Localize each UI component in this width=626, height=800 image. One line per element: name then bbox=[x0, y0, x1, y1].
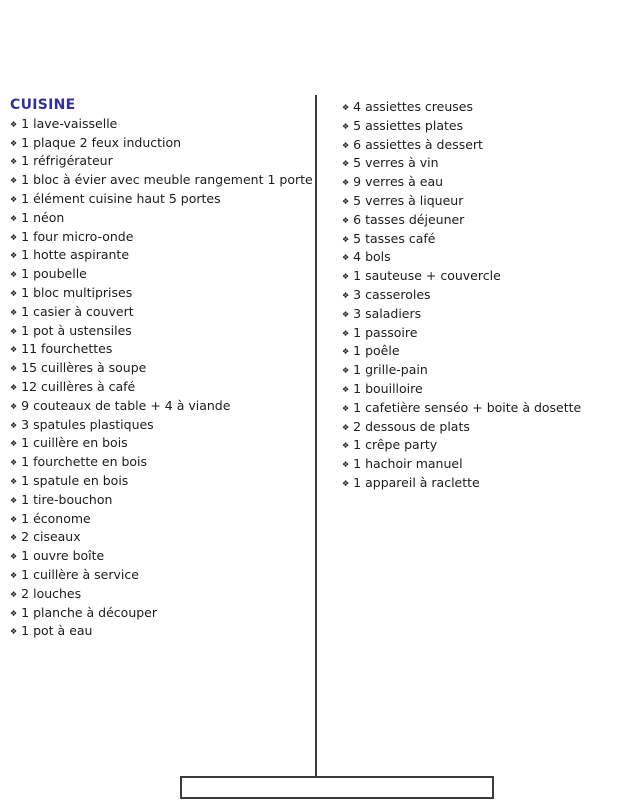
bullet-diamond-icon: ❖ bbox=[342, 121, 350, 131]
list-item bbox=[342, 436, 622, 455]
item-text: 5 tasses café bbox=[353, 230, 436, 246]
bullet-diamond-icon: ❖ bbox=[342, 347, 350, 357]
list-item bbox=[10, 472, 313, 491]
list-item bbox=[10, 416, 313, 435]
item-text: 5 verres à vin bbox=[353, 155, 439, 171]
item-text: 1 casier à couvert bbox=[21, 303, 134, 319]
item-text: 9 verres à eau bbox=[353, 174, 444, 190]
list-item bbox=[10, 322, 313, 341]
bullet-diamond-icon: ❖ bbox=[342, 460, 350, 470]
list-item bbox=[10, 265, 313, 284]
bullet-diamond-icon: ❖ bbox=[10, 514, 18, 524]
item-text: 1 planche à découper bbox=[21, 604, 158, 620]
item-text: 4 bols bbox=[353, 249, 391, 265]
item-text: 1 poêle bbox=[353, 343, 400, 359]
list-item bbox=[342, 361, 622, 380]
item-text: 1 bloc multiprises bbox=[21, 284, 133, 300]
list-item bbox=[342, 342, 622, 361]
bullet-diamond-icon: ❖ bbox=[10, 401, 18, 411]
item-text: 1 grille-pain bbox=[353, 362, 428, 378]
item-text: 1 néon bbox=[21, 209, 65, 225]
list-item bbox=[342, 267, 622, 286]
bullet-diamond-icon: ❖ bbox=[10, 176, 18, 186]
item-text: 1 ouvre boîte bbox=[21, 548, 105, 564]
item-text: 1 pot à eau bbox=[21, 623, 93, 639]
list-item bbox=[342, 230, 622, 249]
list-item bbox=[342, 286, 622, 305]
bullet-diamond-icon: ❖ bbox=[342, 140, 350, 150]
bullet-diamond-icon: ❖ bbox=[342, 403, 350, 413]
bullet-diamond-icon: ❖ bbox=[342, 478, 350, 488]
bullet-diamond-icon: ❖ bbox=[10, 476, 18, 486]
bullet-diamond-icon: ❖ bbox=[342, 441, 350, 451]
bullet-diamond-icon: ❖ bbox=[10, 232, 18, 242]
bullet-diamond-icon: ❖ bbox=[342, 272, 350, 282]
bullet-diamond-icon: ❖ bbox=[342, 384, 350, 394]
item-text: 1 hachoir manuel bbox=[353, 456, 463, 472]
list-item bbox=[342, 474, 622, 493]
list-item bbox=[10, 510, 313, 529]
bullet-diamond-icon: ❖ bbox=[10, 288, 18, 298]
list-item bbox=[10, 547, 313, 566]
item-text: 2 louches bbox=[21, 585, 82, 601]
bullet-diamond-icon: ❖ bbox=[10, 589, 18, 599]
list-item bbox=[342, 192, 622, 211]
bullet-diamond-icon: ❖ bbox=[10, 627, 18, 637]
list-item bbox=[342, 455, 622, 474]
left-column bbox=[10, 96, 313, 641]
bullet-diamond-icon: ❖ bbox=[10, 439, 18, 449]
item-text: 2 dessous de plats bbox=[353, 418, 470, 434]
item-text: 1 appareil à raclette bbox=[353, 474, 480, 490]
item-text: 1 bouilloire bbox=[353, 380, 423, 396]
bullet-diamond-icon: ❖ bbox=[342, 178, 350, 188]
item-text: 3 saladiers bbox=[353, 305, 422, 321]
bullet-diamond-icon: ❖ bbox=[10, 138, 18, 148]
bullet-diamond-icon: ❖ bbox=[342, 234, 350, 244]
item-text: 1 fourchette en bois bbox=[21, 454, 148, 470]
bullet-diamond-icon: ❖ bbox=[10, 270, 18, 280]
list-item bbox=[10, 378, 313, 397]
bullet-diamond-icon: ❖ bbox=[342, 328, 350, 338]
list-item bbox=[10, 303, 313, 322]
list-item bbox=[10, 190, 313, 209]
bullet-diamond-icon: ❖ bbox=[10, 495, 18, 505]
list-item bbox=[10, 115, 313, 134]
bullet-diamond-icon: ❖ bbox=[10, 420, 18, 430]
bullet-diamond-icon: ❖ bbox=[10, 307, 18, 317]
right-column bbox=[342, 98, 622, 493]
bullet-diamond-icon: ❖ bbox=[10, 533, 18, 543]
list-item bbox=[10, 228, 313, 247]
bullet-diamond-icon: ❖ bbox=[10, 194, 18, 204]
list-item bbox=[10, 209, 313, 228]
bullet-diamond-icon: ❖ bbox=[342, 103, 350, 112]
left-item-group-2 bbox=[10, 303, 313, 641]
item-text: 15 cuillères à soupe bbox=[21, 360, 147, 376]
bullet-diamond-icon: ❖ bbox=[10, 570, 18, 580]
list-item bbox=[342, 324, 622, 343]
item-text: 1 tire-bouchon bbox=[21, 491, 113, 507]
item-text: 11 fourchettes bbox=[21, 341, 113, 357]
bullet-diamond-icon: ❖ bbox=[10, 364, 18, 374]
list-item bbox=[10, 340, 313, 359]
item-text: 4 assiettes creuses bbox=[353, 99, 473, 114]
item-text: 9 couteaux de table + 4 à viande bbox=[21, 397, 231, 413]
item-text: 6 tasses déjeuner bbox=[353, 211, 465, 227]
right-item-group-2 bbox=[342, 267, 622, 493]
bullet-diamond-icon: ❖ bbox=[342, 309, 350, 319]
item-text: 1 hotte aspirante bbox=[21, 247, 130, 263]
list-item bbox=[10, 171, 313, 190]
bullet-diamond-icon: ❖ bbox=[10, 345, 18, 355]
item-text: 1 cuillère en bois bbox=[21, 435, 128, 451]
item-text: 1 bloc à évier avec meuble rangement 1 porte bbox=[21, 172, 313, 188]
list-item bbox=[10, 152, 313, 171]
item-text: 3 casseroles bbox=[353, 286, 431, 302]
bullet-diamond-icon: ❖ bbox=[10, 608, 18, 618]
list-item bbox=[10, 453, 313, 472]
item-text: 5 assiettes plates bbox=[353, 117, 464, 133]
list-item bbox=[342, 136, 622, 155]
list-item bbox=[10, 134, 313, 153]
list-item bbox=[10, 622, 313, 641]
item-text: 1 four micro-onde bbox=[21, 228, 134, 244]
item-text: 2 ciseaux bbox=[21, 529, 81, 545]
bullet-diamond-icon: ❖ bbox=[342, 159, 350, 169]
item-text: 1 poubelle bbox=[21, 266, 87, 282]
right-item-group-1 bbox=[342, 98, 622, 267]
bullet-diamond-icon: ❖ bbox=[10, 382, 18, 392]
item-text: 1 économe bbox=[21, 510, 91, 526]
item-text: 1 lave-vaisselle bbox=[21, 115, 118, 131]
bullet-diamond-icon: ❖ bbox=[10, 326, 18, 336]
list-item bbox=[342, 98, 622, 117]
list-item bbox=[342, 418, 622, 437]
list-item bbox=[342, 248, 622, 267]
bullet-diamond-icon: ❖ bbox=[342, 215, 350, 225]
bullet-diamond-icon: ❖ bbox=[10, 157, 18, 167]
bullet-diamond-icon: ❖ bbox=[10, 552, 18, 562]
list-item bbox=[10, 246, 313, 265]
bullet-diamond-icon: ❖ bbox=[342, 290, 350, 300]
list-item bbox=[10, 491, 313, 510]
list-item bbox=[10, 434, 313, 453]
list-item bbox=[10, 528, 313, 547]
item-text: 3 spatules plastiques bbox=[21, 416, 154, 432]
item-text: 1 cafetière senséo + boite à dosette bbox=[353, 399, 582, 415]
list-item bbox=[10, 397, 313, 416]
bullet-diamond-icon: ❖ bbox=[342, 253, 350, 263]
footer-empty-box bbox=[180, 776, 494, 799]
item-text: 1 passoire bbox=[353, 324, 418, 340]
item-text: 6 assiettes à dessert bbox=[353, 136, 483, 152]
list-item bbox=[342, 305, 622, 324]
item-text: 1 crêpe party bbox=[353, 437, 438, 453]
bullet-diamond-icon: ❖ bbox=[342, 422, 350, 432]
list-item bbox=[342, 399, 622, 418]
column-divider-line bbox=[315, 95, 317, 776]
list-item bbox=[342, 173, 622, 192]
item-text: 12 cuillères à café bbox=[21, 378, 136, 394]
item-text: 1 élément cuisine haut 5 portes bbox=[21, 190, 221, 206]
item-text: 1 plaque 2 feux induction bbox=[21, 134, 182, 150]
bullet-diamond-icon: ❖ bbox=[10, 251, 18, 261]
page-title: CUISINE bbox=[10, 97, 76, 113]
left-item-group-1 bbox=[10, 115, 313, 303]
item-text: 1 cuillère à service bbox=[21, 566, 139, 582]
list-item bbox=[342, 117, 622, 136]
list-item bbox=[342, 154, 622, 173]
item-text: 1 réfrigérateur bbox=[21, 153, 113, 169]
list-item bbox=[10, 585, 313, 604]
bullet-diamond-icon: ❖ bbox=[10, 213, 18, 223]
item-text: 1 sauteuse + couvercle bbox=[353, 268, 501, 284]
list-item bbox=[10, 284, 313, 303]
list-item bbox=[342, 211, 622, 230]
bullet-diamond-icon: ❖ bbox=[10, 119, 18, 129]
list-item bbox=[10, 566, 313, 585]
bullet-diamond-icon: ❖ bbox=[10, 458, 18, 468]
list-item bbox=[342, 380, 622, 399]
item-text: 5 verres à liqueur bbox=[353, 192, 464, 208]
list-item bbox=[10, 604, 313, 623]
list-item bbox=[10, 359, 313, 378]
bullet-diamond-icon: ❖ bbox=[342, 196, 350, 206]
item-text: 1 spatule en bois bbox=[21, 472, 129, 488]
item-text: 1 pot à ustensiles bbox=[21, 322, 132, 338]
bullet-diamond-icon: ❖ bbox=[342, 366, 350, 376]
